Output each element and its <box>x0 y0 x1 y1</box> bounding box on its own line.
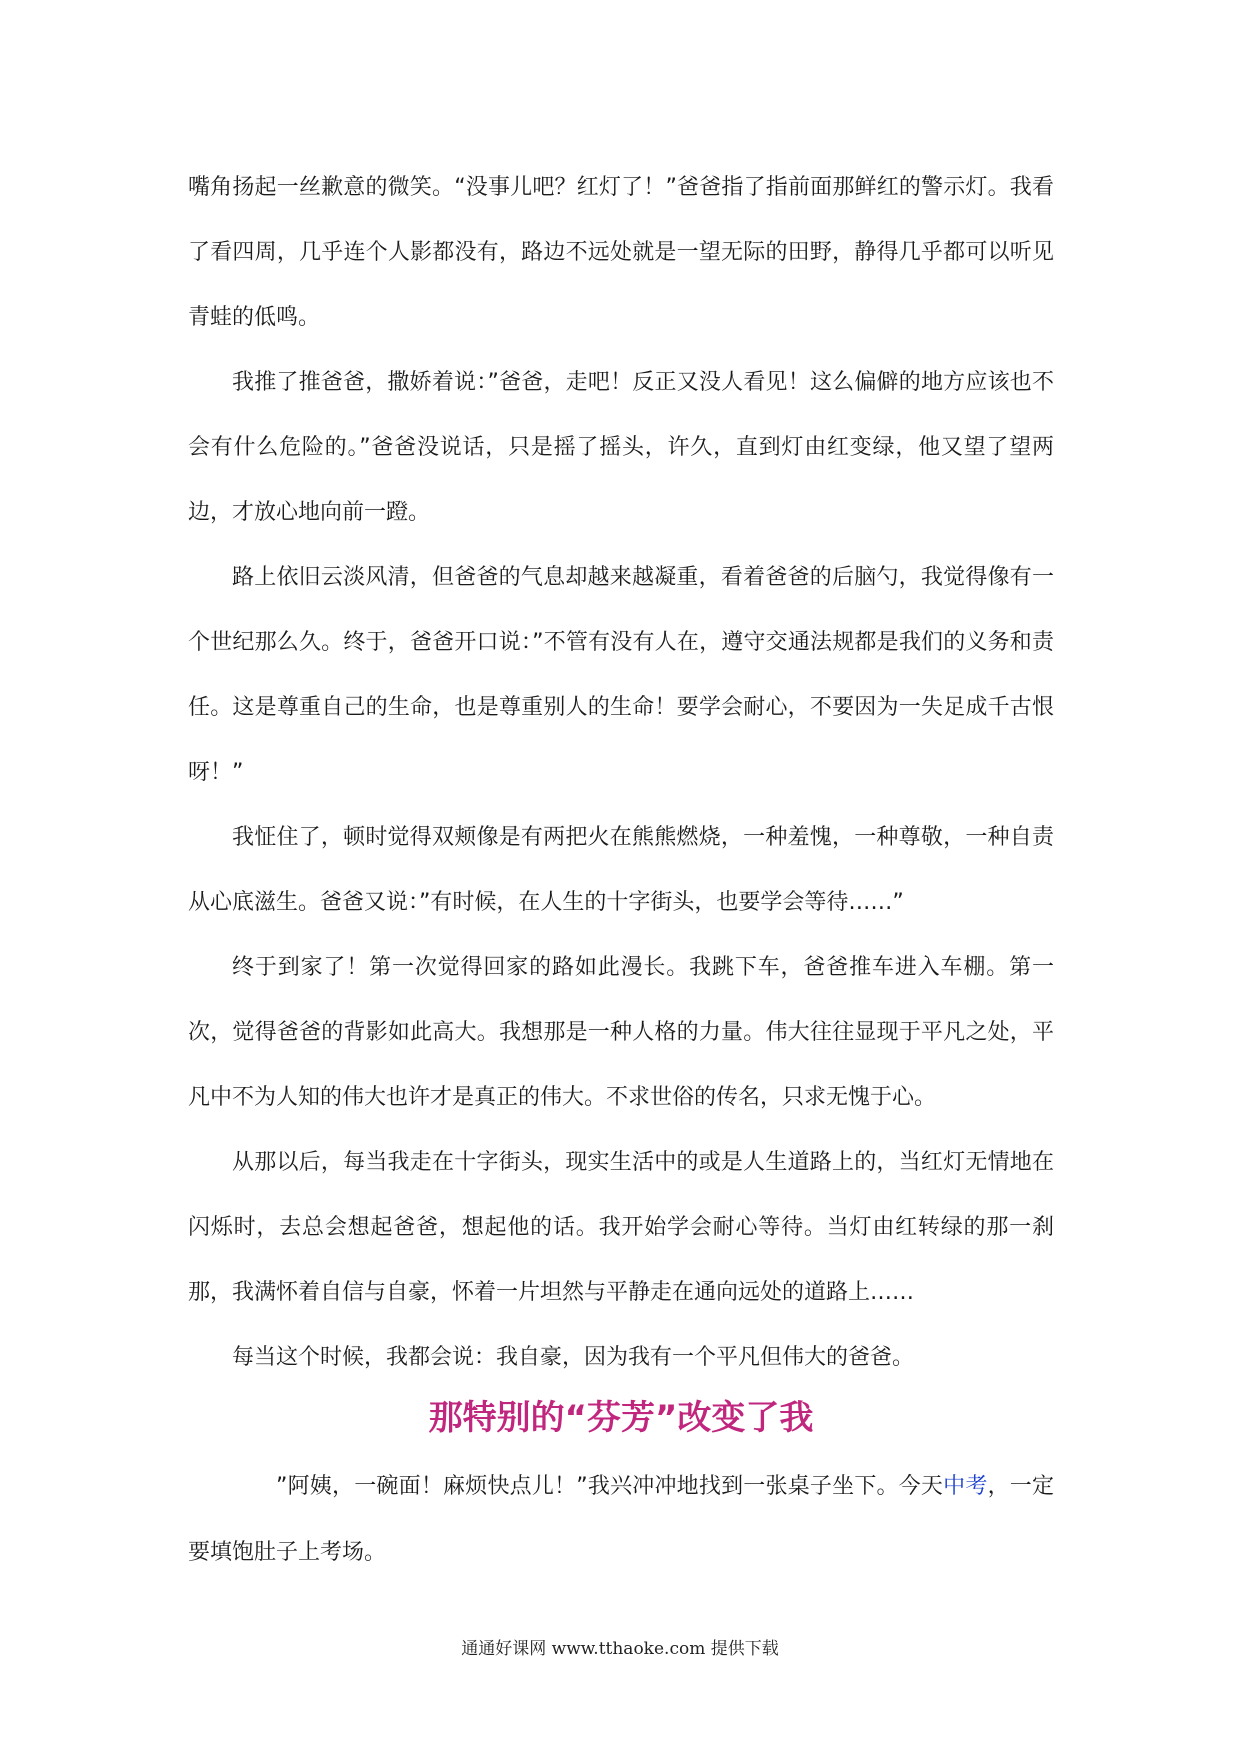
essay-title: 那特别的“芬芳”改变了我 <box>428 1398 814 1438</box>
paragraph-2: 我推了推爸爸，撒娇着说：”爸爸，走吧！反正又没人看见！这么偏僻的地方应该也不会有什么危险的。”爸爸没说话，只是摇了摇头，许久，直到灯由红变绿，他又望了望两边，才放心地向前一蹬。 <box>188 370 1054 525</box>
zhongkao-link[interactable]: 中考 <box>943 1474 988 1499</box>
paragraph-7: 每当这个时候，我都会说：我自豪，因为我有一个平凡但伟大的爸爸。 <box>232 1345 915 1370</box>
paragraph-6: 从那以后，每当我走在十字街头，现实生活中的或是人生道路上的，当红灯无情地在闪烁时，去总会想起爸爸，想起他的话。我开始学会耐心等待。当灯由红转绿的那一刹那，我满怀着自信与自豪，怀着一片坦然与平静走在通向远处的道路上…… <box>188 1150 1054 1305</box>
essay-text-after-link: ，一定要填饱肚子上考场。 <box>188 1474 1054 1565</box>
paragraph-5: 终于到家了！第一次觉得回家的路如此漫长。我跳下车，爸爸推车进入车棚。第一次，觉得爸爸的背影如此高大。我想那是一种人格的力量。伟大往往显现于平凡之处，平凡中不为人知的伟大也许才是真正的伟大。不求世俗的传名，只求无愧于心。 <box>188 955 1054 1110</box>
page-footer: 通通好课网 www.tthaoke.com 提供下载 <box>461 1639 779 1659</box>
paragraph-1: 嘴角扬起一丝歉意的微笑。“没事儿吧？红灯了！”爸爸指了指前面那鲜红的警示灯。我看了看四周，几乎连个人影都没有，路边不远处就是一望无际的田野，静得几乎都可以听见青蛙的低鸣。 <box>188 175 1054 330</box>
story-body <box>188 155 1054 1390</box>
essay-text-before-link: ”阿姨，一碗面！麻烦快点儿！”我兴冲冲地找到一张桌子坐下。今天 <box>276 1474 944 1499</box>
essay-body <box>188 1454 1054 1586</box>
paragraph-3: 路上依旧云淡风清，但爸爸的气息却越来越凝重，看着爸爸的后脑勺，我觉得像有一个世纪那么久。终于，爸爸开口说：”不管有没有人在，遵守交通法规都是我们的义务和责任。这是尊重自己的生命，也是尊重别人的生命！要学会耐心，不要因为一失足成千古恨呀！” <box>188 565 1054 785</box>
essay-paragraph-1 <box>188 1454 1054 1586</box>
paragraph-4: 我怔住了，顿时觉得双颊像是有两把火在熊熊燃烧，一种羞愧，一种尊敬，一种自责从心底滋生。爸爸又说：”有时候，在人生的十字街头，也要学会等待……” <box>188 825 1054 915</box>
